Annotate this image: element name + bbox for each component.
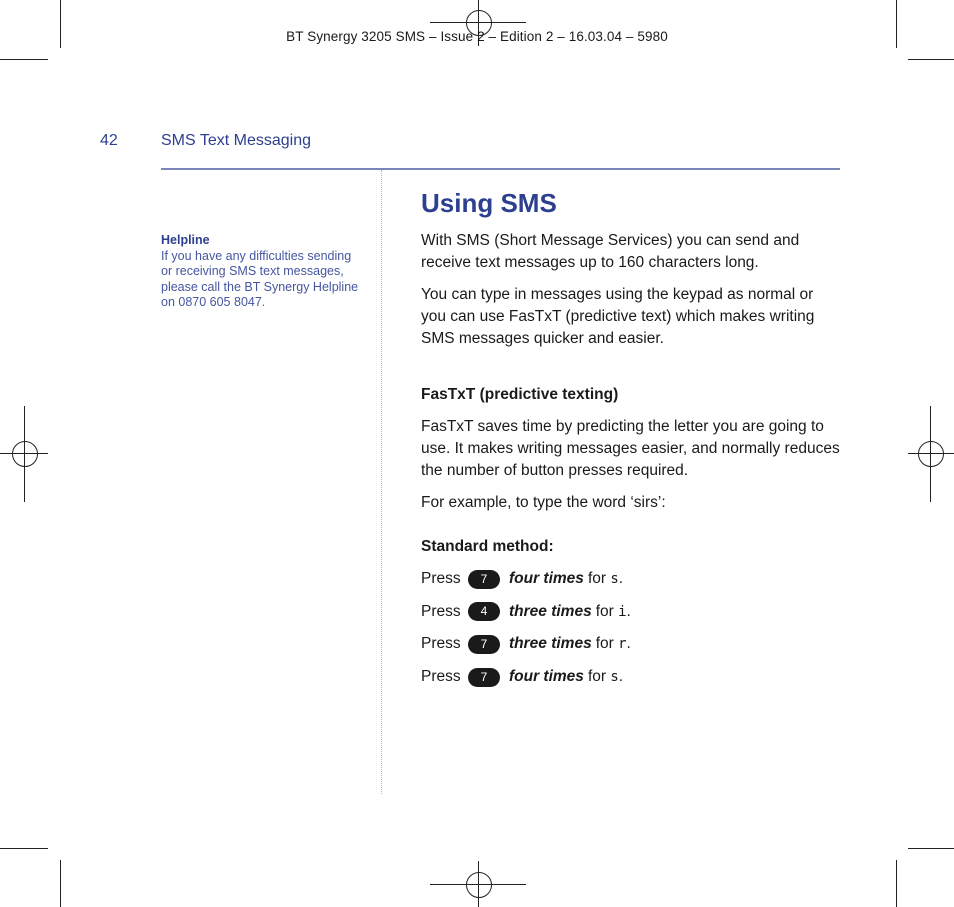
step-end: . bbox=[618, 570, 624, 587]
helpline-sidebar bbox=[161, 233, 371, 311]
for-label: for bbox=[587, 570, 607, 587]
intro-paragraph: You can type in messages using the keypad as normal or you can use FasTxT (predictive text) which makes writing SMS messages quicker and easier. bbox=[421, 286, 815, 347]
main-content bbox=[421, 186, 841, 699]
target-letter: r bbox=[618, 636, 627, 653]
helpline-line: on 0870 605 8047. bbox=[161, 295, 266, 310]
press-count: three times bbox=[509, 602, 592, 620]
helpline-heading: Helpline bbox=[161, 233, 210, 247]
press-count: four times bbox=[509, 570, 584, 587]
helpline-line: or receiving SMS text messages, bbox=[161, 264, 344, 279]
press-step bbox=[421, 633, 841, 655]
press-label: Press bbox=[421, 602, 461, 620]
keypad-key-icon: 7 bbox=[468, 668, 500, 687]
print-slug: BT Synergy 3205 SMS – Issue 2 – Edition 2 – 16.03.04 – 5980 bbox=[286, 29, 668, 44]
keypad-key-icon: 4 bbox=[468, 602, 500, 621]
press-step bbox=[421, 601, 841, 623]
target-letter: i bbox=[618, 603, 627, 620]
fastxt-heading: FasTxT (predictive texting) bbox=[421, 386, 619, 403]
for-label: for bbox=[587, 668, 607, 686]
press-step bbox=[421, 568, 841, 590]
example-paragraph: For example, to type the word ‘sirs’: bbox=[421, 494, 666, 511]
helpline-line: please call the BT Synergy Helpline bbox=[161, 279, 359, 294]
press-count: three times bbox=[509, 635, 592, 653]
for-label: for bbox=[595, 635, 614, 653]
press-label: Press bbox=[421, 668, 461, 686]
page-number: 42 bbox=[100, 132, 118, 149]
target-letter: s bbox=[610, 669, 619, 686]
for-label: for bbox=[595, 602, 614, 620]
helpline-line: If you have any difficulties sending bbox=[161, 248, 352, 263]
standard-method-heading: Standard method: bbox=[421, 538, 554, 555]
fastxt-paragraph: FasTxT saves time by predicting the letter you are going to use. It makes writing messages easier, and normally reduces the number of button presses required. bbox=[421, 418, 840, 479]
header-rule bbox=[161, 168, 840, 170]
press-count: four times bbox=[509, 668, 584, 686]
step-end: . bbox=[626, 635, 631, 653]
press-step bbox=[421, 666, 841, 688]
target-letter: s bbox=[610, 571, 619, 587]
column-divider bbox=[381, 170, 382, 794]
step-end: . bbox=[626, 602, 631, 620]
press-label: Press bbox=[421, 570, 461, 587]
keypad-key-icon: 7 bbox=[468, 570, 500, 589]
keypad-key-icon: 7 bbox=[468, 635, 500, 654]
intro-paragraph: With SMS (Short Message Services) you can send and receive text messages up to 160 characters long. bbox=[421, 232, 800, 271]
running-header: SMS Text Messaging bbox=[161, 132, 311, 149]
press-label: Press bbox=[421, 635, 461, 653]
step-end: . bbox=[618, 668, 624, 686]
page-title: Using SMS bbox=[421, 188, 557, 218]
